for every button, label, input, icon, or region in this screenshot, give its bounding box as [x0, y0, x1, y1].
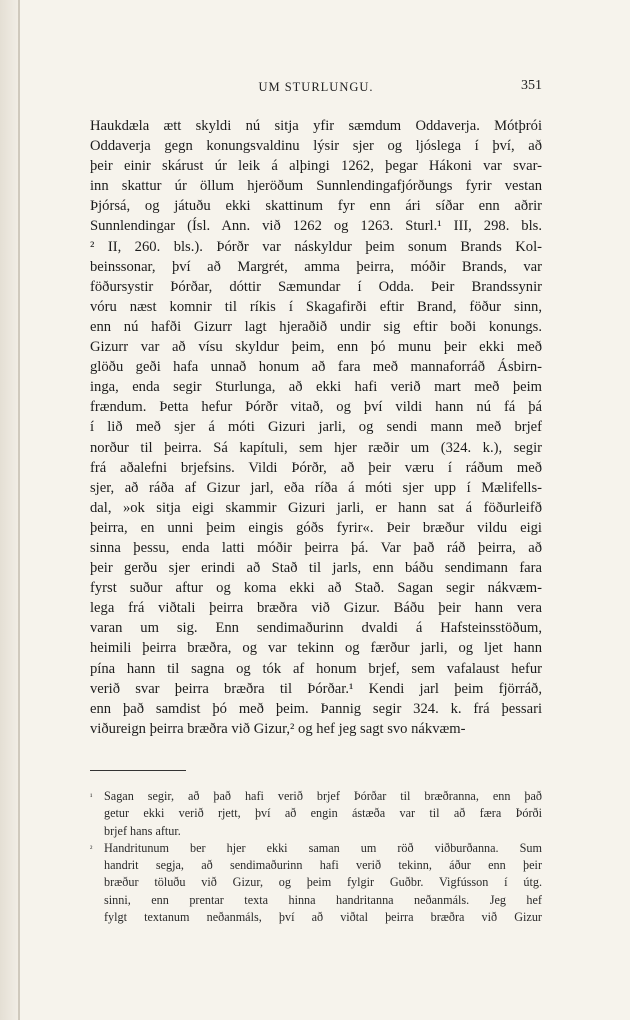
- body-line: vóru næst komnir til ríkis í Skagafirði eftir Brand, föður sinn,: [90, 298, 542, 315]
- body-line: dal, »ok sitja eigi skammir Gizuri jarli, er hann sat á föðurleifð: [90, 499, 542, 516]
- body-line: Haukdæla ætt skyldi nú sitja yfir sæmdum Oddaverja. Mótþrói: [90, 118, 542, 134]
- body-line: inga, enda segir Sturlunga, að ekki hafi verið mart með þeim: [90, 379, 542, 396]
- body-line: ² II, 260. bls.). Þórðr var náskyldur þeim sonum Brands Kol-: [90, 238, 542, 255]
- footnote-line: bræður töluðu við Gizur, og þeim fylgir Guðbr. Vigfússon í útg.: [104, 875, 542, 890]
- body-line: enn nú hafði Gizurr lagt hjeraðið undir sig eftir boði konungs.: [90, 318, 542, 335]
- body-line: þeir gerðu sjer erindi að Stað til jarls, enn báðu sendimann fara: [90, 560, 542, 577]
- footnote-line: fylgt textanum neðanmáls, því að viðtal þeirra bræðra við Gizur: [104, 910, 542, 925]
- body-text: [90, 116, 542, 739]
- footnote-rule: [90, 770, 186, 771]
- page-gutter: [0, 0, 18, 1020]
- body-line: Oddaverja gegn konungsvaldinu lýsir sjer og ljóslega í því, að: [90, 138, 542, 155]
- body-line: föðursystir Þórðar, dóttir Sæmundar í Odda. Þeir Brandssynir: [90, 278, 542, 295]
- footnote-line: handrit segja, að sendimaðurinn hafi verið tekinn, áður enn þeir: [104, 858, 542, 873]
- running-title: UM STURLUNGU.: [258, 80, 374, 94]
- footnote-1: [90, 788, 542, 840]
- body-line: þeirra, en unni þeim eingis góðs fyrir«. Þeir bræður vildu eigi: [90, 519, 542, 536]
- page-number: 351: [521, 78, 542, 93]
- footnote-marker: ¹: [90, 792, 93, 801]
- body-line: glöðu geði hafa unnað honum að fara með mannaforráð Ásbirn-: [90, 359, 542, 376]
- body-line: lega frá viðtali þeirra bræðra við Gizur. Báðu þeir hann vera: [90, 600, 542, 617]
- footnote-line: [90, 840, 542, 857]
- body-line: sinna þessu, enda latti móðir þeirra þá. Var það ráð þeirra, að: [90, 539, 542, 556]
- body-line: inn skattur úr öllum hjeröðum Sunnlendingafjórðungs fyrir vestan: [90, 178, 542, 195]
- footnote-marker: ²: [90, 843, 93, 853]
- footnote-line: brjef hans aftur.: [104, 823, 181, 838]
- body-line: pína hann til sagna og tók af honum brjef, sem vafalaust hefur: [90, 660, 542, 677]
- footnote-line: getur ekki verið rjett, því að engin ástæða var til að færa Þórði: [104, 806, 542, 821]
- body-line: viðureign þeirra bræðra við Gizur,² og hef jeg sagt svo nákvæm-: [90, 720, 466, 737]
- body-line: þeir einir skárust úr leik á alþingi 1262, þegar Hákoni var svar-: [90, 158, 542, 175]
- body-line: frá aðalefni brjefsins. Vildi Þórðr, að þeir væru í ráðum með: [90, 459, 542, 476]
- body-line: Sunnlendingar (Ísl. Ann. við 1262 og 1263. Sturl.¹ III, 298. bls.: [90, 218, 542, 235]
- footnotes: [90, 788, 542, 926]
- footnote-text: Sagan segir, að það hafi verið brjef Þórðar til bræðranna, enn það: [104, 789, 542, 803]
- body-line: sjer, að ráða af Gizur jarl, eða ríða á móti sjer upp í Mælifells-: [90, 479, 542, 496]
- page-header: [90, 78, 542, 98]
- body-line: Gizurr var að vísu skyldur þeim, enn þó munu þeir ekki með: [90, 339, 542, 356]
- body-line: varan um sig. Enn sendimaðurinn dvaldi á Hafsteinsstöðum,: [90, 620, 542, 637]
- footnote-line: [90, 788, 542, 805]
- footnote-text: Handritunum ber hjer ekki saman um röð viðburðanna. Sum: [104, 840, 542, 855]
- body-line: Þjórsá, og játuðu ekki skattinum fyr enn ári síðar enn aðrir: [90, 198, 542, 215]
- body-line: verið svar þeirra bræðra til Þórðar.¹ Kendi jarl þeim fjörráð,: [90, 680, 542, 697]
- footnote-2: [90, 840, 542, 926]
- body-line: beinssonar, því að Margrét, amma þeirra, móðir Brands, var: [90, 258, 542, 275]
- page-edge: [18, 0, 20, 1020]
- body-line: norður til þeirra. Sá kapítuli, sem hjer ræðir um (324. k.), segir: [90, 439, 542, 456]
- body-line: enn það samdist þó með þeim. Þannig segir 324. k. frá þessari: [90, 700, 542, 717]
- body-line: frændum. Þetta hefur Þórðr vitað, og því vildi hann nú fá þá: [90, 399, 542, 416]
- body-line: í lið með sjer á móti Gizuri jarli, og sendi mann með brjef: [90, 419, 542, 436]
- body-line: fyrst suður aftur og koma ekki að Stað. Sagan segir nákvæm-: [90, 580, 542, 597]
- body-line: heimili þeirra bræðra, og var tekinn og færður jarli, og ljet hann: [90, 640, 542, 657]
- footnote-line: sinni, enn prentar texta hinna handritanna neðanmáls. Jeg hef: [104, 892, 542, 907]
